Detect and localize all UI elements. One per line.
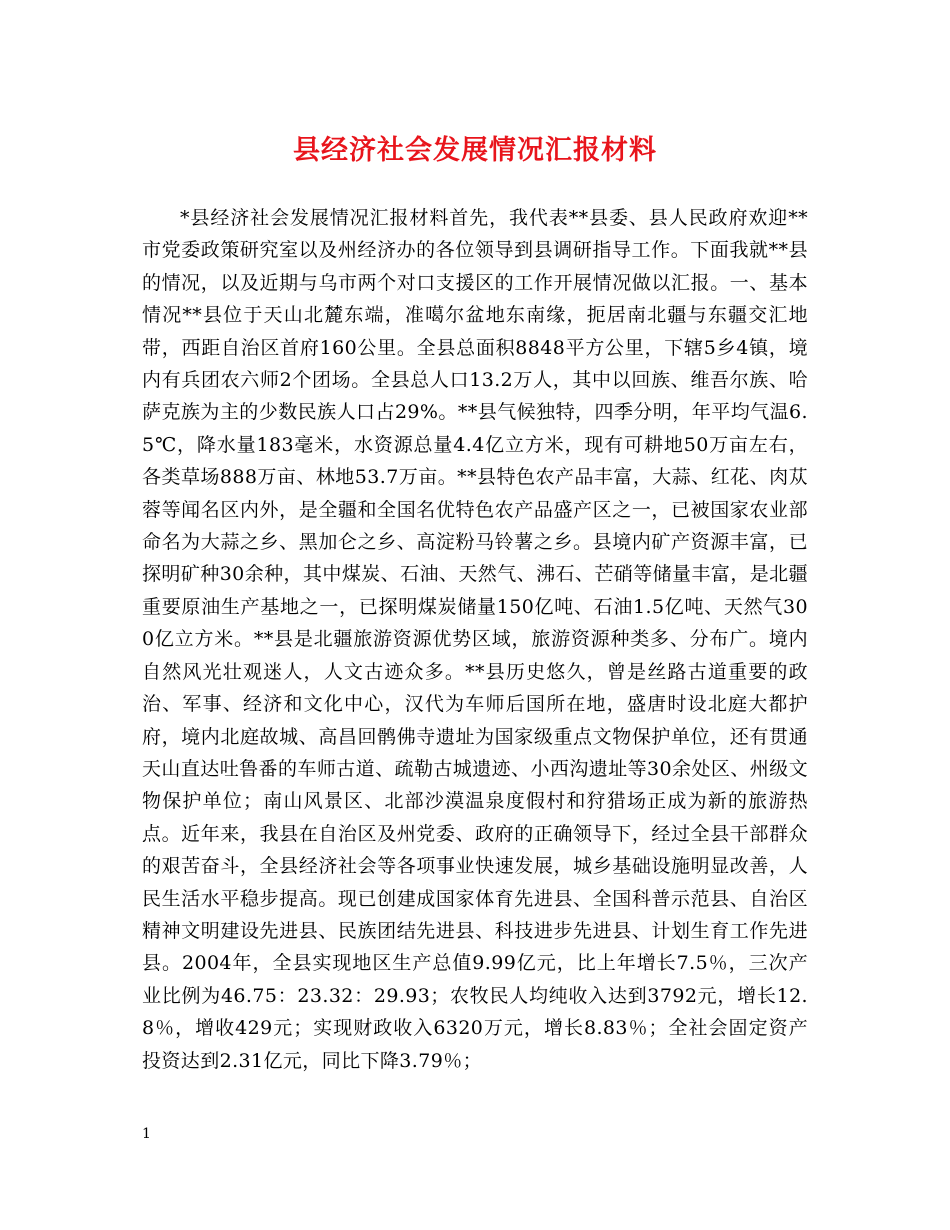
body-paragraph: *县经济社会发展情况汇报材料首先，我代表**县委、县人民政府欢迎**市党委政策研究室以及州经济办的各位领导到县调研指导工作。下面我就**县的情况，以及近期与乌市两个对口支援区的工作开展情况做以汇报。一、基本情况**县位于天山北麓东端，准噶尔盆地东南缘，扼居南北疆与东疆交汇地带，西距自治区首府160公里。全县总面积8848平方公里，下辖5乡4镇，境内有兵团农六师2个团场。全县总人口13.2万人，其中以回族、维吾尔族、哈萨克族为主的少数民族人口占29%。**县气候独特，四季分明，年平均气温6.5℃，降水量183毫米，水资源总量4.4亿立方米，现有可耕地50万亩左右，各类草场888万亩、林地53.7万亩。**县特色农产品丰富，大蒜、红花、肉苁蓉等闻名区内外，是全疆和全国名优特色农产品盛产区之一，已被国家农业部命名为大蒜之乡、黑加仑之乡、高淀粉马铃薯之乡。县境内矿产资源丰富，已探明矿种30余种，其中煤炭、石油、天然气、沸石、芒硝等储量丰富，是北疆重要原油生产基地之一，已探明煤炭储量150亿吨、石油1.5亿吨、天然气300亿立方米。**县是北疆旅游资源优势区域，旅游资源种类多、分布广。境内自然风光壮观迷人，人文古迹众多。**县历史悠久，曾是丝路古道重要的政治、军事、经济和文化中心，汉代为车师后国所在地，盛唐时设北庭大都护府，境内北庭故城、高昌回鹘佛寺遗址为国家级重点文物保护单位，还有贯通天山直达吐鲁番的车师古道、疏勒古城遗迹、小西沟遗址等30余处区、州级文物保护单位；南山风景区、北部沙漠温泉度假村和狩猎场正成为新的旅游热点。近年来，我县在自治区及州党委、政府的正确领导下，经过全县干部群众的艰苦奋斗，全县经济社会等各项事业快速发展，城乡基础设施明显改善，人民生活水平稳步提高。现已创建成国家体育先进县、全国科普示范县、自治区精神文明建设先进县、民族团结先进县、科技进步先进县、计划生育工作先进县。2004年，全县实现地区生产总值9.99亿元，比上年增长7.5％，三次产业比例为46.75：23.32：29.93；农牧民人均纯收入达到3792元，增长12.8％，增收429元；实现财政收入6320万元，增长8.83％；全社会固定资产投资达到2.31亿元，同比下降3.79％； <box>142 207 808 1072</box>
page-number: 1 <box>142 1126 151 1142</box>
document-title: 县经济社会发展情况汇报材料 <box>293 135 657 166</box>
